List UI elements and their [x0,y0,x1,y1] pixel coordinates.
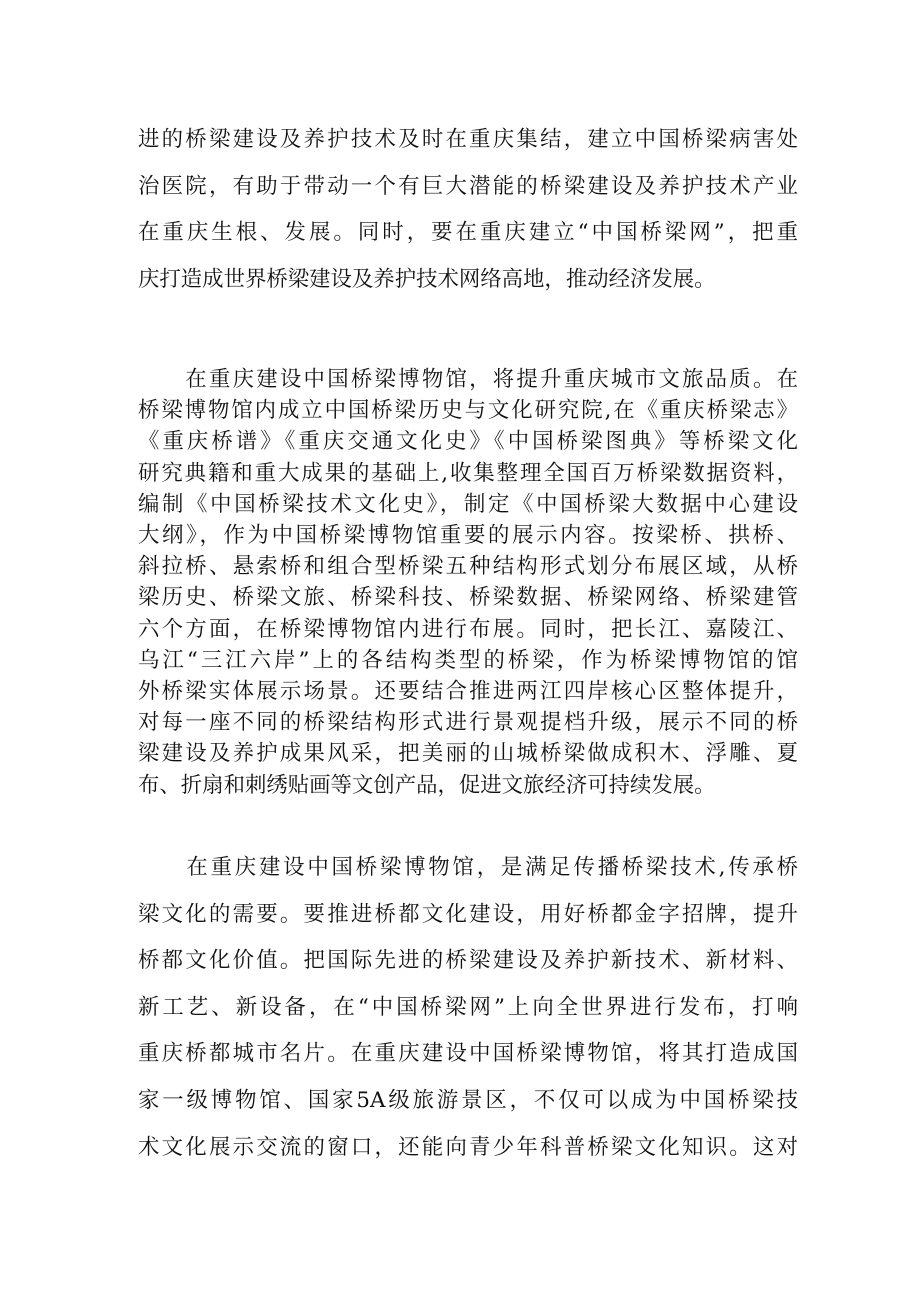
text-line: 编制《中国桥梁技术文化史》，制定《中国桥梁大数据中心建设 [138,491,798,517]
text-line: 在重庆生根、发展。同时，要在重庆建立“中国桥梁网”，把重 [138,220,798,245]
paragraph-3 [138,845,798,1171]
text-line: 对每一座不同的桥梁结构形式进行景观提档升级，展示不同的桥 [138,710,798,736]
text-line: 梁历史、桥梁文旅、桥梁科技、桥梁数据、桥梁网络、桥梁建管 [138,585,798,611]
text-line: 家一级博物馆、国家5A级旅游景区，不仅可以成为中国桥梁技 [138,1087,798,1113]
text-line: 桥都文化价值。把国际先进的桥梁建设及养护新技术、新材料、 [138,948,798,974]
text-line: 新工艺、新设备，在“中国桥梁网”上向全世界进行发布，打响 [138,994,798,1020]
text-line: 梁文化的需要。要推进桥都文化建设，用好桥都金字招牌，提升 [138,901,798,927]
text-line: 外桥梁实体展示场景。还要结合推进两江四岸核心区整体提升， [138,679,798,705]
text-line: 斜拉桥、悬索桥和组合型桥梁五种结构形式划分布展区域，从桥 [138,554,798,580]
text-line: 《重庆桥谱》《重庆交通文化史》《中国桥梁图典》等桥梁文化 [138,429,798,455]
text-line: 治医院，有助于带动一个有巨大潜能的桥梁建设及养护技术产业 [138,173,798,199]
text-line: 研究典籍和重大成果的基础上,收集整理全国百万桥梁数据资料， [138,460,798,486]
text-line: 在重庆建设中国桥梁博物馆，将提升重庆城市文旅品质。在 [138,367,798,392]
text-line: 梁建设及养护成果风采，把美丽的山城桥梁做成积木、浮雕、夏 [138,741,798,767]
text-line: 桥梁博物馆内成立中国桥梁历史与文化研究院,在《重庆桥梁志》 [138,398,798,424]
text-line: 大纲》，作为中国桥梁博物馆重要的展示内容。按梁桥、拱桥、 [138,523,798,549]
text-line: 布、折扇和刺绣贴画等文创产品，促进文旅经济可持续发展。 [138,772,716,798]
text-line: 进的桥梁建设及养护技术及时在重庆集结，建立中国桥梁病害处 [138,127,798,152]
paragraph-1 [138,117,798,303]
text-line: 术文化展示交流的窗口，还能向青少年科普桥梁文化知识。这对 [138,1134,798,1160]
paragraph-2 [138,364,798,801]
text-line: 重庆桥都城市名片。在重庆建设中国桥梁博物馆，将其打造成国 [138,1041,798,1067]
text-line: 庆打造成世界桥梁建设及养护技术网络高地，推动经济发展。 [138,266,716,292]
text-line: 乌江“三江六岸”上的各结构类型的桥梁，作为桥梁博物馆的馆 [138,647,798,673]
text-line: 六个方面，在桥梁博物馆内进行布展。同时，把长江、嘉陵江、 [138,616,798,642]
text-line: 在重庆建设中国桥梁博物馆，是满足传播桥梁技术,传承桥 [138,855,798,880]
